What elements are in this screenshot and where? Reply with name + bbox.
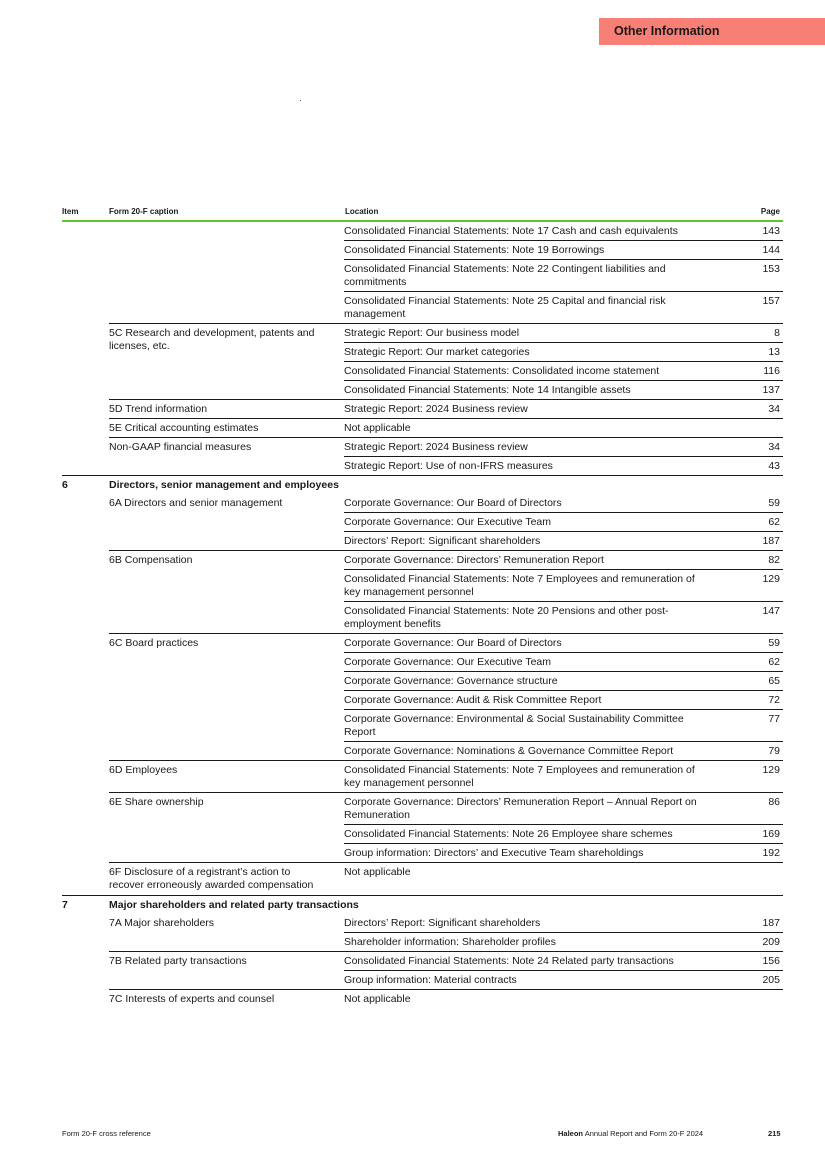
page-reference: 86 (768, 796, 780, 808)
location-text: Consolidated Financial Statements: Note 7 Employees and remuneration of key management personnel (344, 764, 695, 789)
location-text: Corporate Governance: Our Board of Directors (344, 637, 562, 649)
location-entry (344, 551, 783, 569)
location-text: Consolidated Financial Statements: Note 24 Related party transactions (344, 955, 674, 967)
caption-group (109, 989, 783, 1008)
item-heading-row (62, 475, 783, 494)
location-entry (344, 652, 783, 671)
location-text: Corporate Governance: Our Executive Team (344, 516, 551, 528)
page-reference: 187 (762, 535, 780, 547)
location-entry (344, 291, 783, 323)
caption-group (109, 914, 783, 951)
location-entry (344, 456, 783, 475)
location-text: Not applicable (344, 866, 411, 878)
location-text: Strategic Report: Use of non-IFRS measures (344, 460, 553, 472)
form-caption: 5E Critical accounting estimates (109, 422, 259, 434)
location-entry (344, 863, 783, 881)
location-text: Consolidated Financial Statements: Note 26 Employee share schemes (344, 828, 673, 840)
location-text: Corporate Governance: Audit & Risk Committee Report (344, 694, 602, 706)
caption-group (109, 862, 783, 895)
location-text: Corporate Governance: Environmental & Social Sustainability Committee Report (344, 713, 684, 738)
location-text: Consolidated Financial Statements: Note 22 Contingent liabilities and commitments (344, 263, 666, 288)
location-entry (344, 512, 783, 531)
page-reference: 8 (774, 327, 780, 339)
location-entry (344, 259, 783, 291)
location-text: Shareholder information: Shareholder profiles (344, 936, 556, 948)
caption-group (109, 633, 783, 760)
location-entry (344, 741, 783, 760)
location-entry (344, 494, 783, 512)
form-caption: 7B Related party transactions (109, 955, 247, 967)
column-header-location: Location (345, 207, 379, 216)
location-text: Corporate Governance: Directors’ Remuneration Report – Annual Report on Remuneration (344, 796, 697, 821)
location-entry (344, 380, 783, 399)
item-number: 6 (62, 479, 68, 491)
form-caption: 7C Interests of experts and counsel (109, 993, 275, 1005)
location-entry (344, 222, 783, 240)
page-reference: 72 (768, 694, 780, 706)
location-text: Corporate Governance: Our Board of Directors (344, 497, 562, 509)
page-reference: 62 (768, 656, 780, 668)
page-reference: 144 (762, 244, 780, 256)
location-text: Consolidated Financial Statements: Note 20 Pensions and other post-employment benefits (344, 605, 669, 630)
item-title: Directors, senior management and employees (109, 479, 339, 491)
form-caption: 6A Directors and senior management (109, 497, 283, 509)
page-reference: 156 (762, 955, 780, 967)
page-reference: 34 (768, 403, 780, 415)
page-reference: 34 (768, 441, 780, 453)
location-text: Directors’ Report: Significant shareholders (344, 917, 541, 929)
footer-brand: Haleon (558, 1129, 584, 1138)
caption-group (109, 437, 783, 475)
location-text: Consolidated Financial Statements: Note 25 Capital and financial risk management (344, 295, 666, 320)
form-caption: 6F Disclosure of a registrant’s action to recover erroneously awarded compensation (109, 866, 314, 891)
column-header-page: Page (760, 207, 780, 216)
location-entry (344, 569, 783, 601)
location-entry (344, 240, 783, 259)
page-reference: 13 (768, 346, 780, 358)
page-reference: 129 (762, 764, 780, 776)
location-text: Corporate Governance: Nominations & Governance Committee Report (344, 745, 674, 757)
location-text: Group information: Material contracts (344, 974, 517, 986)
location-text: Not applicable (344, 993, 411, 1005)
page-reference: 169 (762, 828, 780, 840)
location-entry (344, 419, 783, 437)
location-text: Strategic Report: Our market categories (344, 346, 530, 358)
location-entry (344, 361, 783, 380)
column-header-item: Item (62, 207, 79, 216)
location-entry (344, 671, 783, 690)
page-reference: 205 (762, 974, 780, 986)
page-reference: 192 (762, 847, 780, 859)
caption-group (109, 494, 783, 550)
item-title: Major shareholders and related party transactions (109, 899, 359, 911)
form-caption: 5D Trend information (109, 403, 208, 415)
page-reference: 153 (762, 263, 780, 275)
location-entry (344, 438, 783, 456)
page-reference: 116 (763, 365, 780, 377)
location-entry (344, 601, 783, 633)
location-entry (344, 531, 783, 550)
location-entry (344, 761, 783, 792)
page-reference: 82 (768, 554, 780, 566)
location-entry (344, 932, 783, 951)
page-reference: 79 (768, 745, 780, 757)
location-text: Strategic Report: Our business model (344, 327, 520, 339)
cross-reference-table (0, 222, 825, 1008)
caption-group (109, 418, 783, 437)
form-caption: 6D Employees (109, 764, 178, 776)
page-reference: 187 (762, 917, 780, 929)
location-entry (344, 690, 783, 709)
item-heading-row (62, 895, 783, 914)
location-entry (344, 342, 783, 361)
location-entry (344, 952, 783, 970)
location-text: Not applicable (344, 422, 411, 434)
footer-report-title (558, 1129, 703, 1138)
form-caption: Non-GAAP financial measures (109, 441, 252, 453)
location-entry (344, 793, 783, 824)
footer-section-title: Form 20-F cross reference (62, 1129, 151, 1138)
location-text: Corporate Governance: Directors’ Remuneration Report (344, 554, 604, 566)
page-reference: 65 (768, 675, 780, 687)
location-entry (344, 709, 783, 741)
footer-page-number: 215 (768, 1129, 781, 1138)
location-text: Corporate Governance: Governance structure (344, 675, 558, 687)
location-text: Consolidated Financial Statements: Note 17 Cash and cash equivalents (344, 225, 678, 237)
location-entry (344, 843, 783, 862)
section-tab: Other Information (599, 18, 825, 45)
location-text: Consolidated Financial Statements: Consolidated income statement (344, 365, 660, 377)
page-reference: 137 (762, 384, 780, 396)
column-header-caption: Form 20-F caption (109, 207, 179, 216)
page-reference: 129 (762, 573, 780, 585)
caption-group (109, 399, 783, 418)
page-reference: 77 (768, 713, 780, 725)
page-reference: 62 (768, 516, 780, 528)
location-text: Corporate Governance: Our Executive Team (344, 656, 551, 668)
caption-group (109, 323, 783, 399)
location-text: Group information: Directors’ and Executive Team shareholdings (344, 847, 644, 859)
caption-group (109, 951, 783, 989)
caption-group (109, 792, 783, 862)
location-entry (344, 990, 783, 1008)
page-reference: 43 (768, 460, 780, 472)
caption-group (109, 222, 783, 323)
form-caption: 6C Board practices (109, 637, 199, 649)
caption-group (109, 550, 783, 633)
page-reference: 59 (768, 637, 780, 649)
form-caption: 7A Major shareholders (109, 917, 215, 929)
location-text: Consolidated Financial Statements: Note 7 Employees and remuneration of key management personnel (344, 573, 695, 598)
location-entry (344, 824, 783, 843)
location-entry (344, 400, 783, 418)
page-reference: 209 (762, 936, 780, 948)
form-caption: 5C Research and development, patents and licenses, etc. (109, 327, 315, 352)
location-entry (344, 914, 783, 932)
stray-dot (300, 100, 301, 101)
page-reference: 147 (762, 605, 780, 617)
form-caption: 6E Share ownership (109, 796, 204, 808)
form-caption: 6B Compensation (109, 554, 193, 566)
page-reference: 143 (762, 225, 780, 237)
location-text: Directors’ Report: Significant shareholders (344, 535, 541, 547)
footer-report: Annual Report and Form 20-F 2024 (584, 1129, 704, 1138)
location-text: Strategic Report: 2024 Business review (344, 441, 528, 453)
location-entry (344, 324, 783, 342)
location-entry (344, 634, 783, 652)
page-reference: 157 (762, 295, 780, 307)
location-entry (344, 970, 783, 989)
page-reference: 59 (768, 497, 780, 509)
location-text: Consolidated Financial Statements: Note 19 Borrowings (344, 244, 605, 256)
location-text: Strategic Report: 2024 Business review (344, 403, 528, 415)
location-text: Consolidated Financial Statements: Note 14 Intangible assets (344, 384, 631, 396)
caption-group (109, 760, 783, 792)
item-number: 7 (62, 899, 68, 911)
